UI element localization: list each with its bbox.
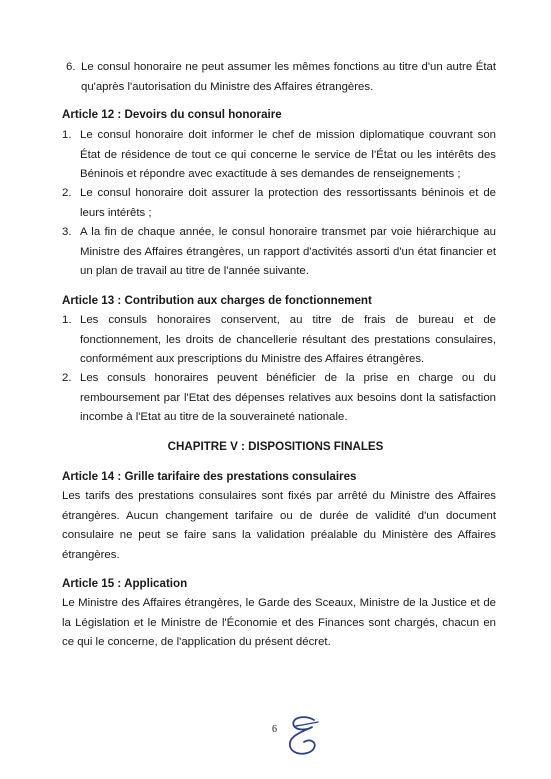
list-item-text: A la fin de chaque année, le consul honoraire transmet par voie hiérarchique au Ministre des Affaires étrangères, un rapport d'activités assorti d'un état financier et un plan de travail au titre de l'année suivante. bbox=[80, 226, 496, 278]
article-12-heading: Article 12 : Devoirs du consul honoraire bbox=[62, 108, 282, 121]
list-item-number: 2. bbox=[62, 187, 72, 199]
article-14-text: Les tarifs des prestations consulaires sont fixés par arrêté du Ministre des Affaires étrangères. Aucun changement tarifaire ou de durée de validité d'un document consulaire ne peut se faire sans la validation préalable du Ministère des Affaires étrangères. bbox=[62, 490, 496, 561]
list-item-text: Le consul honoraire doit informer le chef de mission diplomatique couvrant son État de résidence de tout ce qui concerne le service de l'État ou les intérêts des Béninois et répondre avec exactitude à ses demandes de renseignements ; bbox=[80, 129, 496, 181]
list-item-number: 1. bbox=[62, 314, 72, 326]
list-item-number: 2. bbox=[62, 372, 72, 384]
initials-signature-icon bbox=[284, 712, 324, 760]
article-12-item-1 bbox=[62, 126, 496, 185]
list-item-6 bbox=[66, 58, 496, 97]
page-number: 6 bbox=[272, 724, 277, 735]
article-13-item-2 bbox=[62, 369, 496, 428]
article-12-item-3 bbox=[62, 223, 496, 282]
article-15-text: Le Ministre des Affaires étrangères, le Garde des Sceaux, Ministre de la Justice et de la Législation et le Ministre de l'Économie et des Finances sont chargés, chacun en ce qui le concerne, de l'application du présent décret. bbox=[62, 597, 496, 649]
list-item-text: Les consuls honoraires conservent, au titre de frais de bureau et de fonctionnement, les droits de chancellerie résultant des prestations consulaires, conformément aux prescriptions du Ministre des Affaires étrangères. bbox=[80, 314, 496, 366]
list-item-text: Le consul honoraire doit assurer la protection des ressortissants béninois et de leurs intérêts ; bbox=[80, 187, 496, 219]
article-12-item-2 bbox=[62, 184, 496, 223]
list-item-number: 1. bbox=[62, 129, 72, 141]
article-15-heading: Article 15 : Application bbox=[62, 577, 188, 590]
list-item-text: Le consul honoraire ne peut assumer les mêmes fonctions au titre d'un autre État qu'après l'autorisation du Ministre des Affaires étrangères. bbox=[81, 61, 496, 93]
list-item-text: Les consuls honoraires peuvent bénéficier de la prise en charge ou du remboursement par l'Etat des dépenses relatives aux besoins dont la satisfaction incombe à l'Etat au titre de la souveraineté nationale. bbox=[80, 372, 496, 424]
list-item-number: 6. bbox=[66, 61, 76, 73]
article-14-heading: Article 14 : Grille tarifaire des prestations consulaires bbox=[62, 470, 357, 483]
list-item-number: 3. bbox=[62, 226, 72, 238]
chapter-heading: CHAPITRE V : DISPOSITIONS FINALES bbox=[167, 440, 384, 453]
article-13-heading: Article 13 : Contribution aux charges de fonctionnement bbox=[62, 294, 372, 307]
article-13-item-1 bbox=[62, 311, 496, 370]
